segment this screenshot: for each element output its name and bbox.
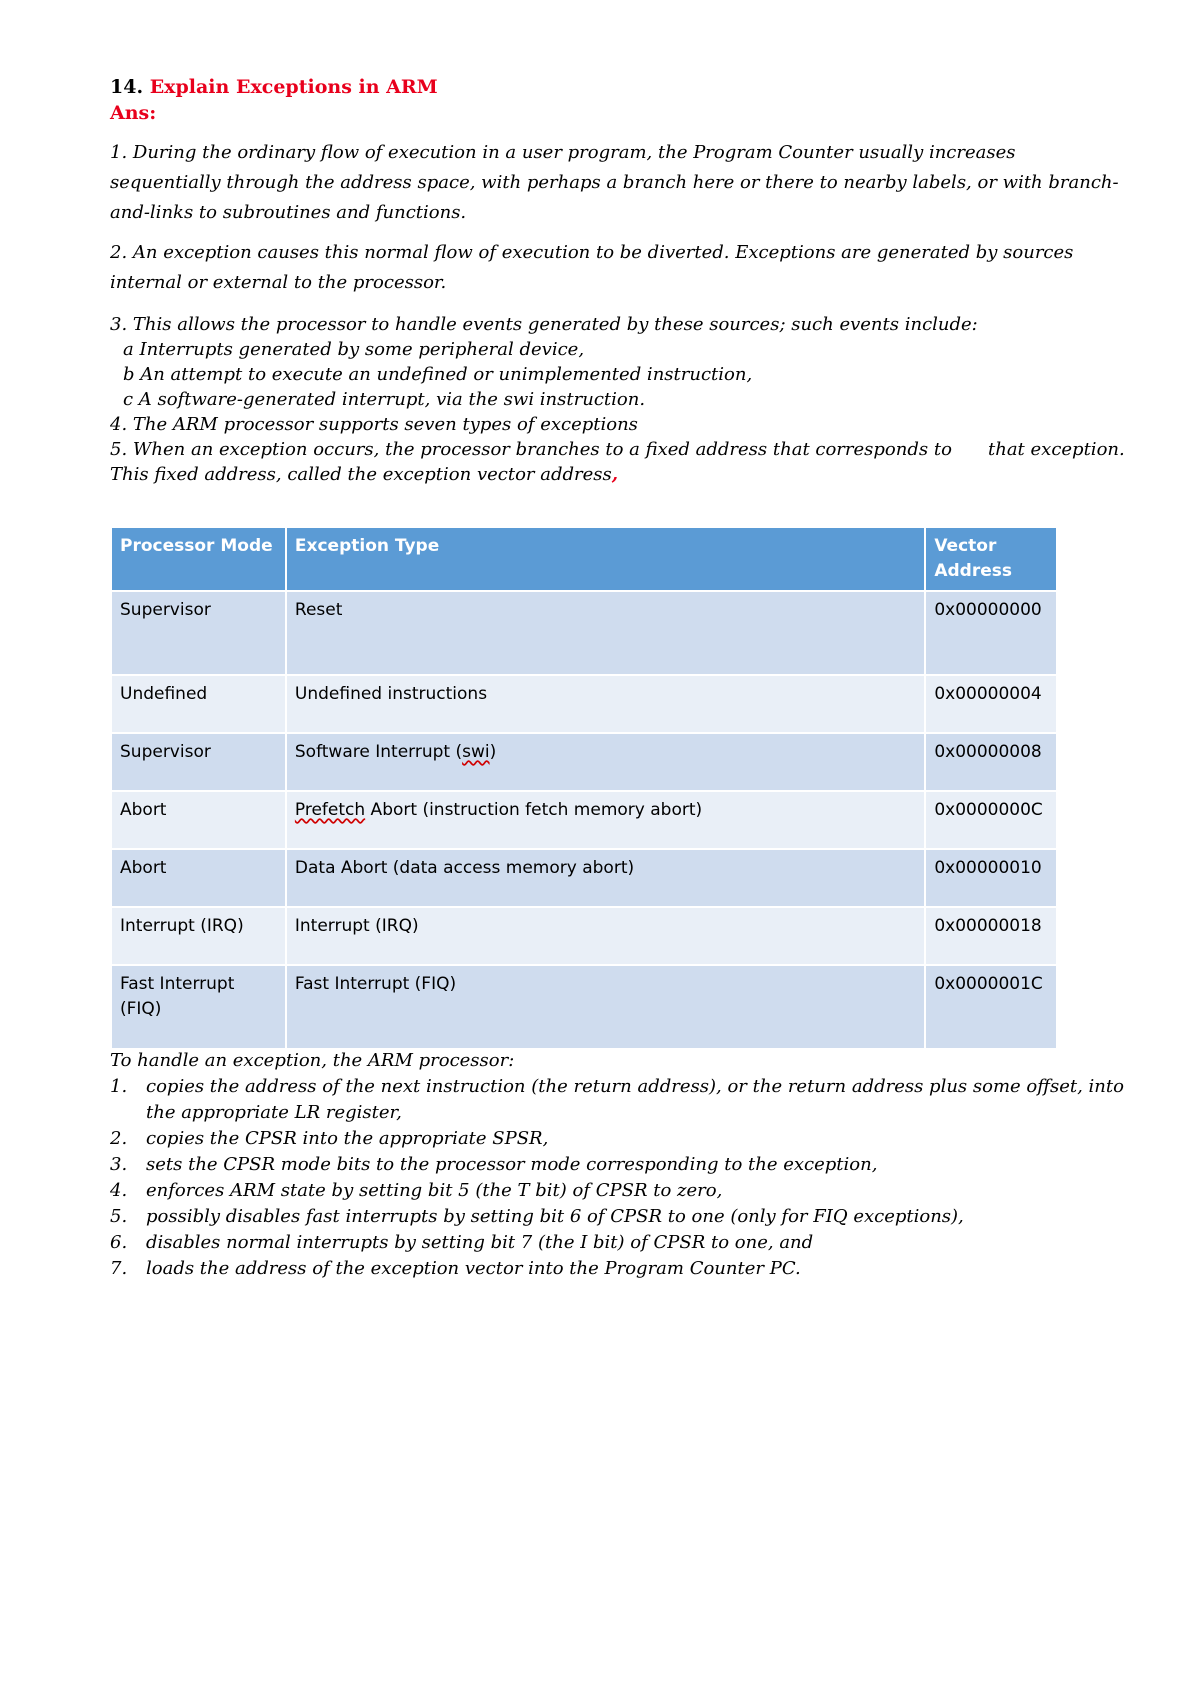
point-5-line-1: 5. When an exception occurs, the processor branches to a fixed address that corresponds to — [110, 439, 952, 460]
cell-vector: 0x00000008 — [926, 734, 1056, 790]
spellcheck-word: Prefetch — [294, 800, 366, 820]
cell-mode: Supervisor — [112, 592, 285, 674]
table-header-row — [112, 528, 1056, 590]
question-heading — [110, 74, 438, 100]
table-row — [112, 850, 1056, 906]
cell-mode: Abort — [112, 850, 285, 906]
exception-handling-list — [110, 1048, 1156, 1282]
cell-vector: 0x0000001C — [926, 966, 1056, 1048]
list-item-number: 3. — [110, 1154, 128, 1175]
spellcheck-word: swi — [462, 742, 490, 762]
list-item-number: 5. — [110, 1206, 128, 1227]
table-row — [112, 908, 1056, 964]
list-item-text: copies the CPSR into the appropriate SPSR, — [146, 1128, 549, 1149]
list-item-number: 7. — [110, 1258, 128, 1279]
list-item — [110, 1126, 1156, 1152]
handling-intro: To handle an exception, the ARM processor: — [110, 1050, 515, 1071]
list-item-text: enforces ARM state by setting bit 5 (the T bit) of CPSR to zero, — [146, 1180, 723, 1201]
cell-type: Data Abort (data access memory abort) — [287, 850, 924, 906]
table-row — [112, 676, 1056, 732]
paragraph-2: 2. An exception causes this normal flow of execution to be diverted. Exceptions are generated by sources internal or external to the processor. — [110, 242, 1074, 293]
cell-type: Interrupt (IRQ) — [287, 908, 924, 964]
cell-mode: Fast Interrupt (FIQ) — [112, 966, 285, 1048]
question-title: Explain Exceptions in ARM — [149, 76, 438, 98]
cell-vector: 0x00000018 — [926, 908, 1056, 964]
cell-type — [287, 792, 924, 848]
table-row — [112, 734, 1056, 790]
point-4: 4. The ARM processor supports seven types of exceptions — [110, 414, 638, 435]
table-row — [112, 966, 1056, 1048]
header-vector-address: Vector Address — [926, 528, 1056, 590]
table-row — [112, 792, 1056, 848]
point-3-item-a: a Interrupts generated by some peripheral device, — [123, 339, 585, 360]
cell-vector: 0x00000000 — [926, 592, 1056, 674]
list-item-number: 1. — [110, 1076, 128, 1097]
list-item — [110, 1074, 1156, 1126]
cell-type-part: Abort (instruction fetch memory abort) — [365, 800, 703, 820]
list-item-number: 4. — [110, 1180, 128, 1201]
list-item-number: 2. — [110, 1128, 128, 1149]
point-5-line-1-end: that exception. — [988, 439, 1125, 460]
list-item-number: 6. — [110, 1232, 128, 1253]
answer-label: Ans: — [110, 102, 157, 124]
cell-mode: Interrupt (IRQ) — [112, 908, 285, 964]
point-3-item-b: b An attempt to execute an undefined or unimplemented instruction, — [123, 364, 753, 385]
table-row — [112, 592, 1056, 674]
cell-vector: 0x00000004 — [926, 676, 1056, 732]
cell-mode: Supervisor — [112, 734, 285, 790]
cell-vector: 0x0000000C — [926, 792, 1056, 848]
cell-type — [287, 734, 924, 790]
list-item-text: loads the address of the exception vector into the Program Counter PC. — [146, 1258, 801, 1279]
cell-vector: 0x00000010 — [926, 850, 1056, 906]
point-5-line-2-text: This fixed address, called the exception vector address — [110, 464, 612, 485]
list-item-text: possibly disables fast interrupts by setting bit 6 of CPSR to one (only for FIQ exceptions), — [146, 1206, 964, 1227]
cell-type: Undefined instructions — [287, 676, 924, 732]
list-item — [110, 1152, 1156, 1178]
list-item-text: disables normal interrupts by setting bit 7 (the I bit) of CPSR to one, and — [146, 1232, 814, 1253]
cell-type: Reset — [287, 592, 924, 674]
list-item — [110, 1178, 1156, 1204]
cell-mode: Undefined — [112, 676, 285, 732]
header-processor-mode: Processor Mode — [112, 528, 285, 590]
list-item — [110, 1256, 1156, 1282]
paragraph-1: 1. During the ordinary flow of execution in a user program, the Program Counter usually increases sequentially through the address space, with perhaps a branch here or there to nearby labels, or with branch-and-links to subroutines and functions. — [110, 142, 1119, 223]
question-number: 14. — [110, 76, 144, 98]
point-3-intro: 3. This allows the processor to handle events generated by these sources; such events include: — [110, 314, 978, 335]
list-item — [110, 1230, 1156, 1256]
cell-type-part: ) — [489, 742, 497, 762]
exception-vector-table — [110, 526, 1058, 1050]
cell-type: Fast Interrupt (FIQ) — [287, 966, 924, 1048]
cell-mode: Abort — [112, 792, 285, 848]
list-item-text: sets the CPSR mode bits to the processor mode corresponding to the exception, — [146, 1154, 878, 1175]
cell-type-part: Software Interrupt ( — [294, 742, 463, 762]
point-5-comma: , — [611, 464, 619, 485]
list-item — [110, 1204, 1156, 1230]
point-3-item-c: c A software-generated interrupt, via the swi instruction. — [123, 389, 646, 410]
header-exception-type: Exception Type — [287, 528, 924, 590]
list-item-text: copies the address of the next instruction (the return address), or the return address plus some offset, into the appropriate LR register, — [146, 1076, 1124, 1123]
point-5-line-2 — [110, 462, 618, 488]
